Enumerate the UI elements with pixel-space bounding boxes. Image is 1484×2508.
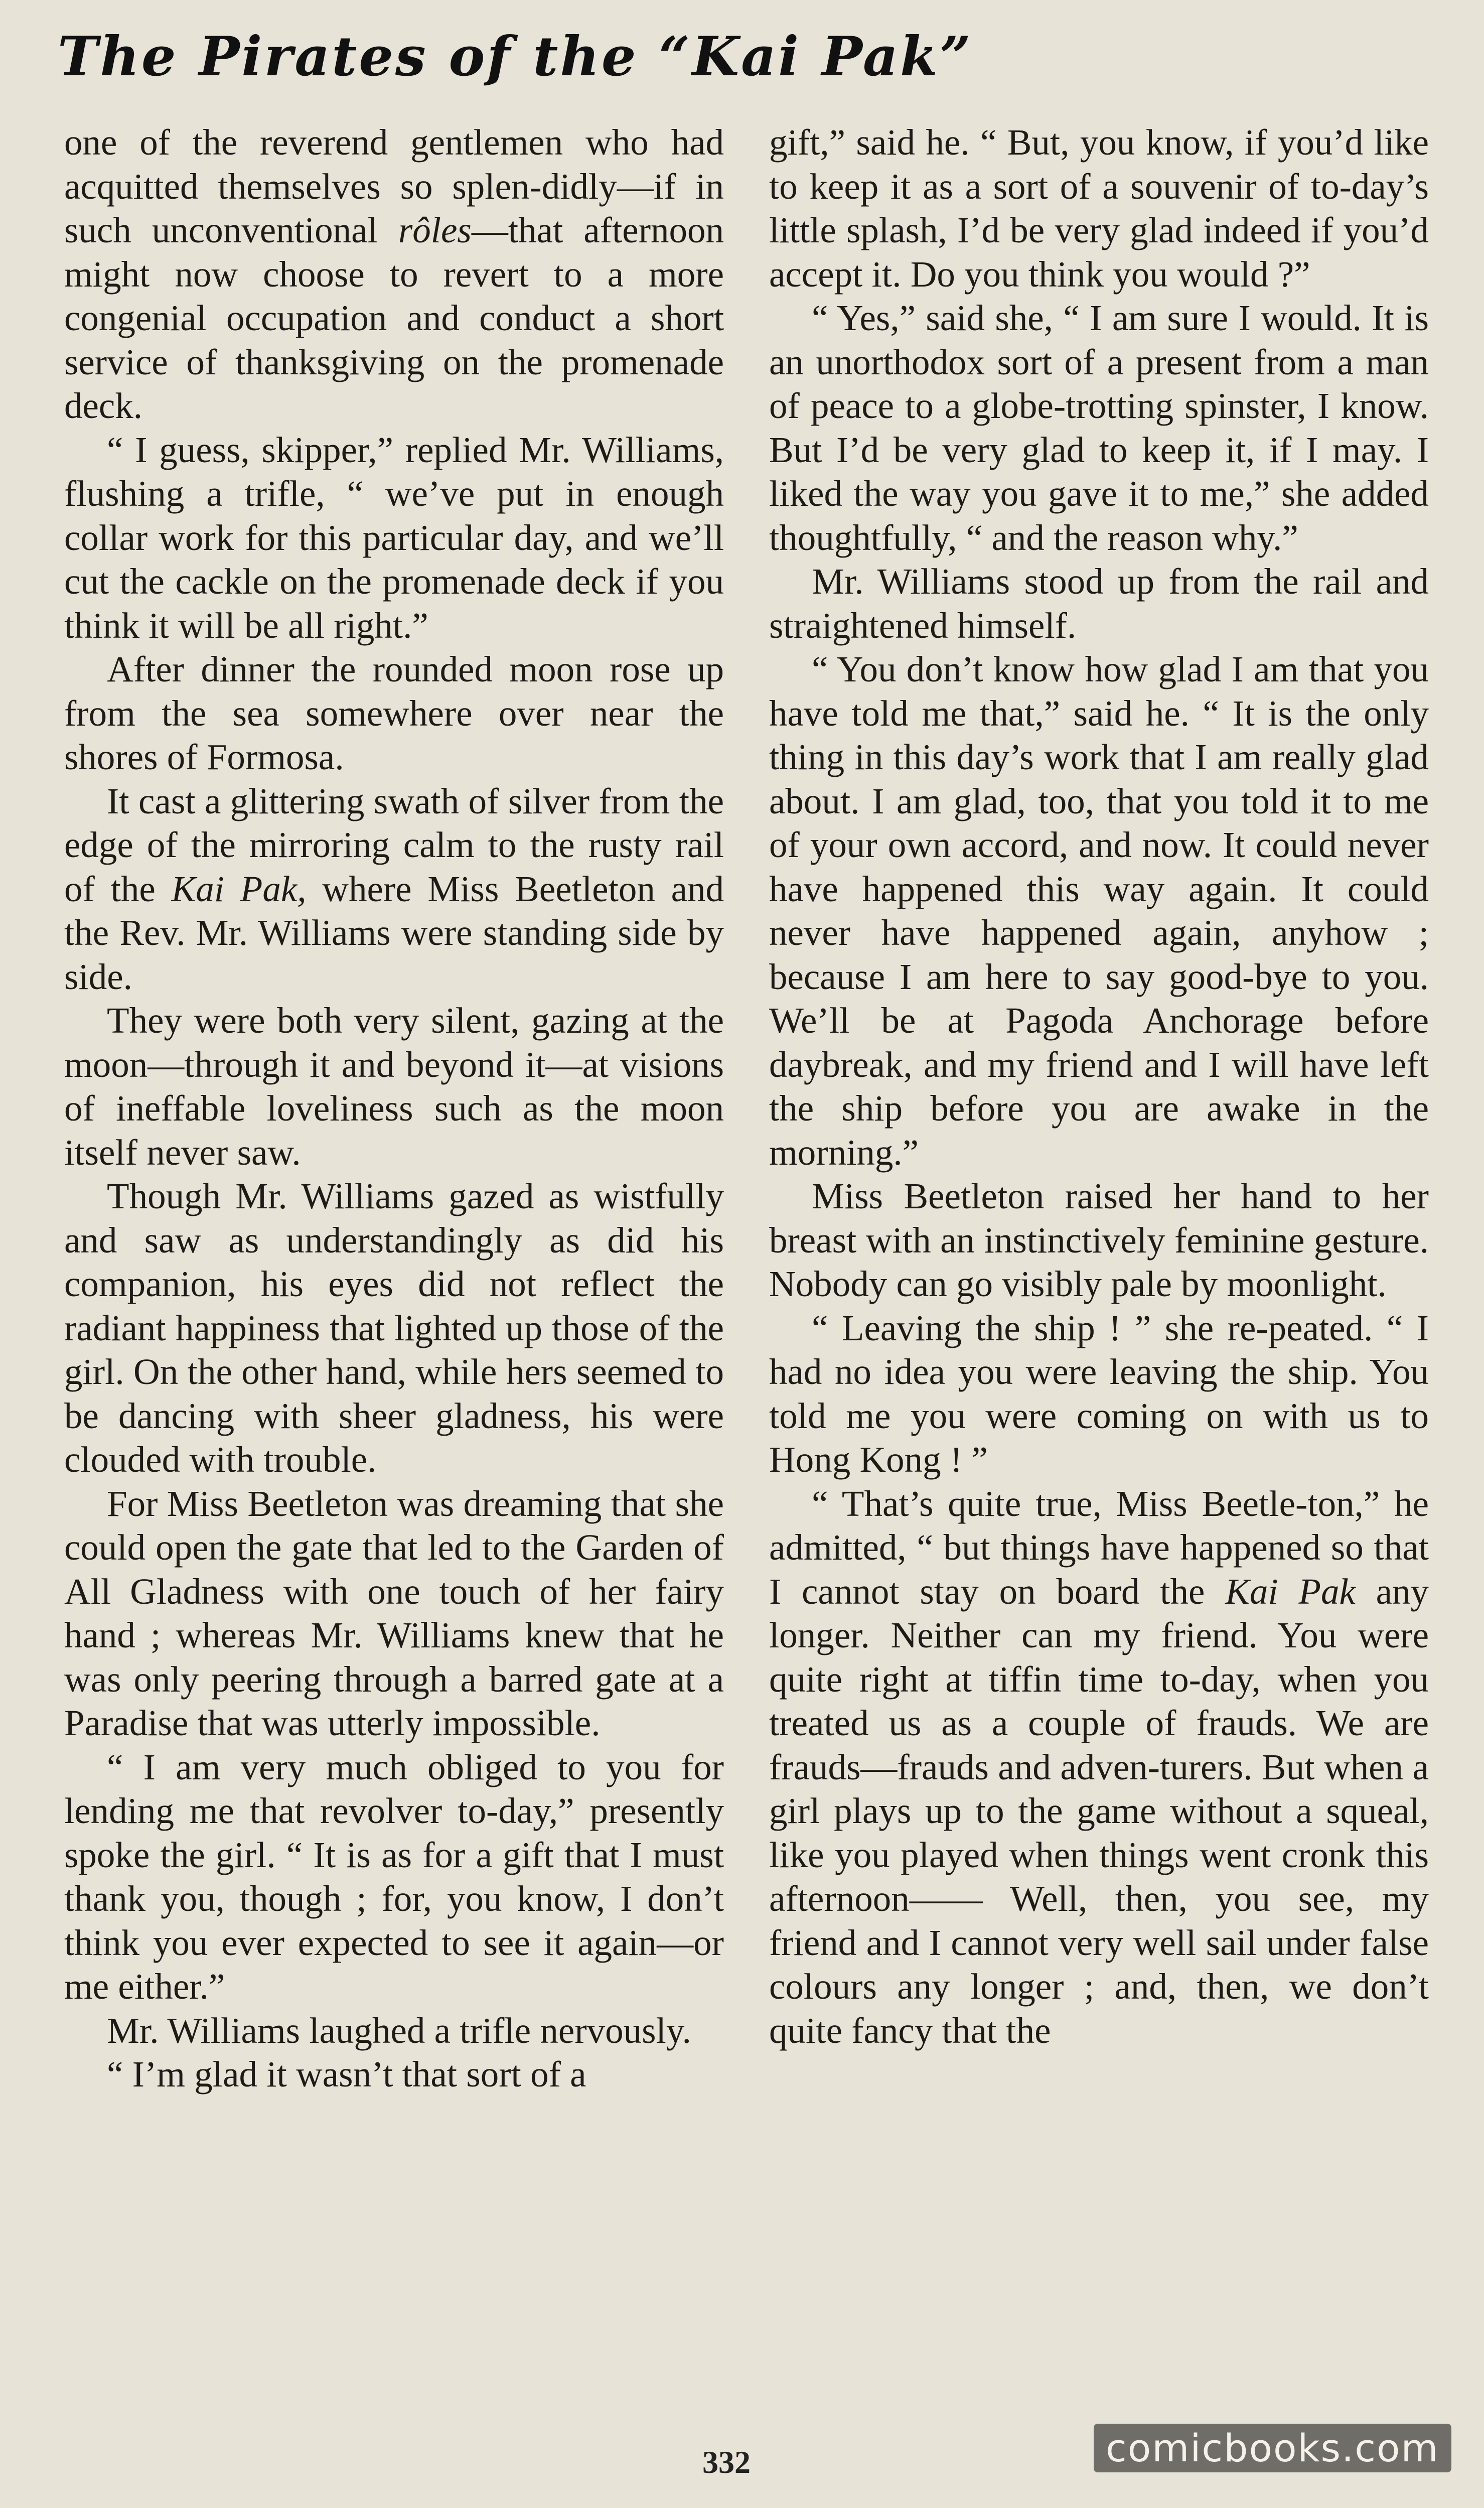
ship-name: Kai Pak — [1225, 1571, 1356, 1612]
right-column — [769, 120, 1429, 2052]
paragraph: For Miss Beetleton was dreaming that she could open the gate that led to the Garden of All Gladness with one touch of her fairy hand ; whereas Mr. Williams knew that he was only peering through a barred gate at a Paradise that was utterly impossible. — [64, 1483, 724, 1743]
paragraph: “ I’m glad it wasn’t that sort of a — [107, 2054, 586, 2095]
paragraph: “ You don’t know how glad I am that you have told me that,” said he. “ It is the only thing in this day’s work that I am really glad about. I am glad, too, that you told it to me of your own accord, and now. It could never have happened this way again. It could never have happened again, anyhow ; because I am here to say good-bye to you. We’ll be at Pagoda Anchorage before daybreak, and my friend and I will have left the ship before you are awake in the morning.” — [769, 649, 1429, 1173]
italic-word: rôles — [398, 210, 472, 250]
paragraph: Mr. Williams stood up from the rail and straightened himself. — [769, 561, 1429, 646]
paragraph: one of the reverend gentlemen who had acquitted themselves so splen-didly—if in such unconventional rôles—that afternoon might now choose to revert to a more congenial occupation and conduct a short service of thanksgiving on the promenade deck. — [64, 122, 724, 426]
paragraph: They were both very silent, gazing at the moon—through it and beyond it—at visions of ineffable loveliness such as the moon itself never saw. — [64, 1000, 724, 1173]
paragraph: After dinner the rounded moon rose up from the sea somewhere over near the shores of Formosa. — [64, 649, 724, 777]
left-column — [64, 120, 724, 2097]
source-watermark: comicbooks.com — [1094, 2424, 1451, 2472]
paragraph: Miss Beetleton raised her hand to her breast with an instinctively feminine gesture. Nobody can go visibly pale by moonlight. — [769, 1176, 1429, 1304]
paragraph: “ Leaving the ship ! ” she re-peated. “ I had no idea you were leaving the ship. You told me you were coming on with us to Hong Kong ! ” — [769, 1307, 1429, 1480]
paragraph: It cast a glittering swath of silver from the edge of the mirroring calm to the rusty rail of the Kai Pak, where Miss Beetleton and the Rev. Mr. Williams were standing side by side. — [64, 780, 724, 997]
paragraph: “ Yes,” said she, “ I am sure I would. It is an unorthodox sort of a present from a man of peace to a globe-trotting spinster, I know. But I’d be very glad to keep it, if I may. I liked the way you gave it to me,” she added thoughtfully, “ and the reason why.” — [769, 298, 1429, 558]
paragraph: Mr. Williams laughed a trifle nervously. — [107, 2010, 691, 2051]
page-number: 332 — [702, 2444, 751, 2480]
running-header: The Pirates of the “Kai Pak” — [58, 25, 973, 88]
paragraph: “ That’s quite true, Miss Beetle-ton,” he admitted, “ but things have happened so that I cannot stay on board the Kai Pak any longer. Neither can my friend. You were quite right at tiffin time to-day, when you treated us as a couple of frauds. We are frauds—frauds and adven-turers. But when a girl plays up to the game without a squeal, like you played when things went cronk this afternoon—— Well, then, you see, my friend and I cannot very well sail under false colours any longer ; and, then, we don’t quite fancy that the — [769, 1483, 1429, 2051]
paragraph: gift,” said he. “ But, you know, if you’d like to keep it as a sort of a souvenir of to-day’s little splash, I’d be very glad indeed if you’d accept it. Do you think you would ?” — [769, 122, 1429, 295]
paragraph: “ I guess, skipper,” replied Mr. Williams, flushing a trifle, “ we’ve put in enough collar work for this particular day, and we’ll cut the cackle on the promenade deck if you think it will be all right.” — [64, 429, 724, 646]
paragraph: “ I am very much obliged to you for lending me that revolver to-day,” presently spoke the girl. “ It is as for a gift that I must thank you, though ; for, you know, I don’t think you ever expected to see it again—or me either.” — [64, 1746, 724, 2007]
paragraph: Though Mr. Williams gazed as wistfully and saw as understandingly as did his companion, his eyes did not reflect the radiant happiness that lighted up those of the girl. On the other hand, while hers seemed to be dancing with sheer gladness, his were clouded with trouble. — [64, 1176, 724, 1480]
ship-name: Kai Pak, — [171, 868, 307, 909]
